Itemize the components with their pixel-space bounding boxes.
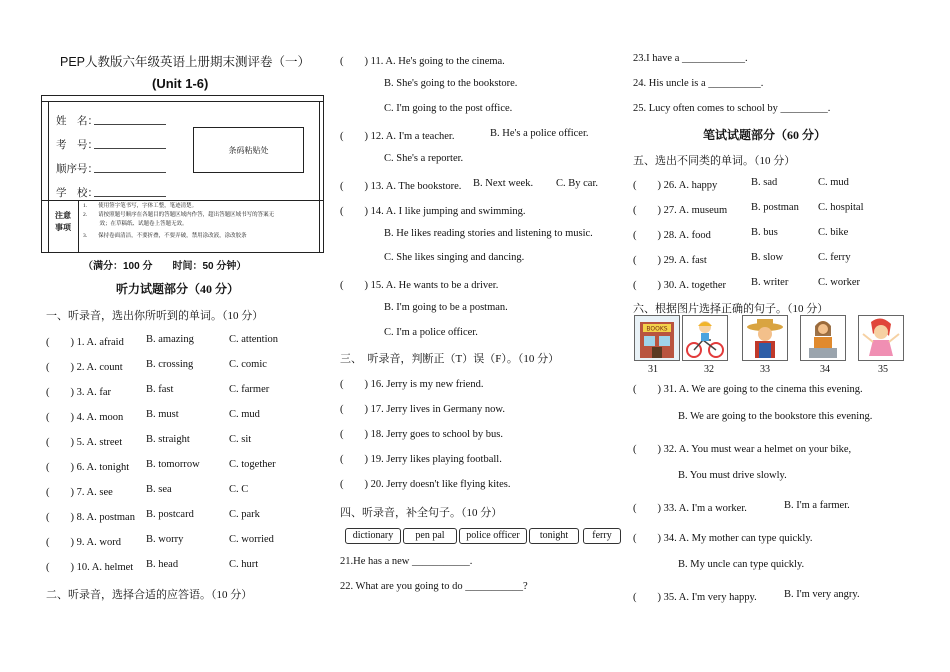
q34-b: B. My uncle can type quickly. (678, 559, 805, 570)
note-2: 2. 请按照题号顺序在各题目的答题区域内作答，超出答题区域书写的答案无 (83, 212, 275, 218)
picture-number: 34 (820, 364, 830, 375)
q16: ( ) 16. Jerry is my new friend. (340, 379, 484, 390)
picture-number: 32 (704, 364, 714, 375)
school-label: 学 校： (56, 188, 98, 199)
q33-a: ( ) 33. A. I'm a worker. (633, 503, 747, 514)
exam-number-label: 考 号： (56, 140, 98, 151)
q22: 22. What are you going to do ___________? (340, 581, 528, 592)
q24: 24. His uncle is a __________. (633, 78, 764, 89)
picture-number: 33 (760, 364, 770, 375)
q14-c: C. She likes singing and dancing. (384, 252, 525, 263)
section-3-title: 三、 听录音，判断正（T）误（F）。（10 分） (340, 353, 560, 365)
section-4-title: 四、听录音，补全句子。（10 分） (340, 507, 503, 519)
q32-b: B. You must drive slowly. (678, 470, 787, 481)
paper-title: PEP人教版六年级英语上册期末测评卷（一） (60, 55, 311, 69)
q32-a: ( ) 32. A. You must wear a helmet on your bike, (633, 444, 852, 455)
q14-a: ( ) 14. A. I like jumping and swimming. (340, 206, 526, 217)
q23: 23.I have a ____________. (633, 53, 748, 64)
section-5-title: 五、选出不同类的单词。（10 分） (633, 155, 796, 167)
q15-c: C. I'm a police officer. (384, 327, 478, 338)
section-1-title: 一、听录音，选出你所听到的单词。（10 分） (46, 310, 264, 322)
unit-range: (Unit 1-6) (152, 76, 209, 91)
word-bank-item: dictionary (345, 528, 401, 544)
q18: ( ) 18. Jerry goes to school by bus. (340, 429, 504, 440)
student-info-box (41, 95, 324, 253)
q15-b: B. I'm going to be a postman. (384, 302, 508, 313)
bookstore-picture (634, 315, 680, 361)
q12-c: C. She's a reporter. (384, 153, 464, 164)
notes-label-line1: 注意 (55, 211, 71, 220)
q13-a: ( ) 13. A. The bookstore. (340, 181, 462, 192)
q15-a: ( ) 15. A. He wants to be a driver. (340, 280, 499, 291)
q35-b: B. I'm very angry. (784, 589, 860, 600)
name-field[interactable] (94, 124, 166, 125)
word-bank-item: ferry (583, 528, 621, 544)
word-bank-item: police officer (459, 528, 527, 544)
q31-b: B. We are going to the bookstore this evening. (678, 411, 873, 422)
q11-a: ( ) 11. A. He's going to the cinema. (340, 56, 505, 67)
score-time: （满分：100 分 时间：50 分钟） (83, 261, 247, 272)
q35-a: ( ) 35. A. I'm very happy. (633, 592, 757, 603)
picture-number: 31 (648, 364, 658, 375)
q31-a: ( ) 31. A. We are going to the cinema this evening. (633, 384, 863, 395)
typing-picture (800, 315, 846, 361)
exam-number-field[interactable] (94, 148, 166, 149)
q34-a: ( ) 34. A. My mother can type quickly. (633, 533, 813, 544)
word-bank-item: pen pal (403, 528, 457, 544)
name-label: 姓 名： (56, 116, 98, 127)
q13-c: C. By car. (556, 178, 598, 189)
cyclist-picture (682, 315, 728, 361)
note-1: 1. 使用签字笔书写，字体工整，笔迹清楚。 (83, 203, 198, 209)
writing-section-header: 笔试试题部分（60 分） (703, 128, 827, 142)
q14-b: B. He likes reading stories and listening to music. (384, 228, 593, 239)
q12-b: B. He's a police officer. (490, 128, 589, 139)
notes-label-line2: 事项 (55, 223, 71, 232)
q21: 21.He has a new ___________. (340, 556, 473, 567)
sequence-number-label: 顺序号： (56, 164, 98, 175)
section-2-title: 二、听录音，选择合适的应答语。（10 分） (46, 589, 253, 601)
q19: ( ) 19. Jerry likes playing football. (340, 454, 502, 465)
barcode-area: 条码粘贴处 (193, 127, 304, 173)
section-6-title: 六、根据图片选择正确的句子。（10 分） (633, 303, 829, 315)
school-field[interactable] (94, 196, 166, 197)
note-2-cont: 效；在草稿纸、试题卷上答题无效。 (83, 221, 188, 227)
happy-girl-picture (858, 315, 904, 361)
farmer-picture (742, 315, 788, 361)
picture-number: 35 (878, 364, 888, 375)
q33-b: B. I'm a farmer. (784, 500, 850, 511)
bookstore-sign: BOOKS (646, 325, 668, 333)
q11-b: B. She's going to the bookstore. (384, 78, 518, 89)
q17: ( ) 17. Jerry lives in Germany now. (340, 404, 505, 415)
q11-c: C. I'm going to the post office. (384, 103, 513, 114)
note-3: 3. 保持卷面清洁，不要折叠，不要弄破，禁用涂改液，涂改胶条 (83, 233, 247, 239)
listening-section-header: 听力试题部分（40 分） (116, 282, 240, 296)
word-bank-item: tonight (529, 528, 579, 544)
q25: 25. Lucy often comes to school by _________. (633, 103, 831, 114)
q12-a: ( ) 12. A. I'm a teacher. (340, 131, 455, 142)
q13-b: B. Next week. (473, 178, 534, 189)
sequence-number-field[interactable] (94, 172, 166, 173)
q20: ( ) 20. Jerry doesn't like flying kites. (340, 479, 511, 490)
